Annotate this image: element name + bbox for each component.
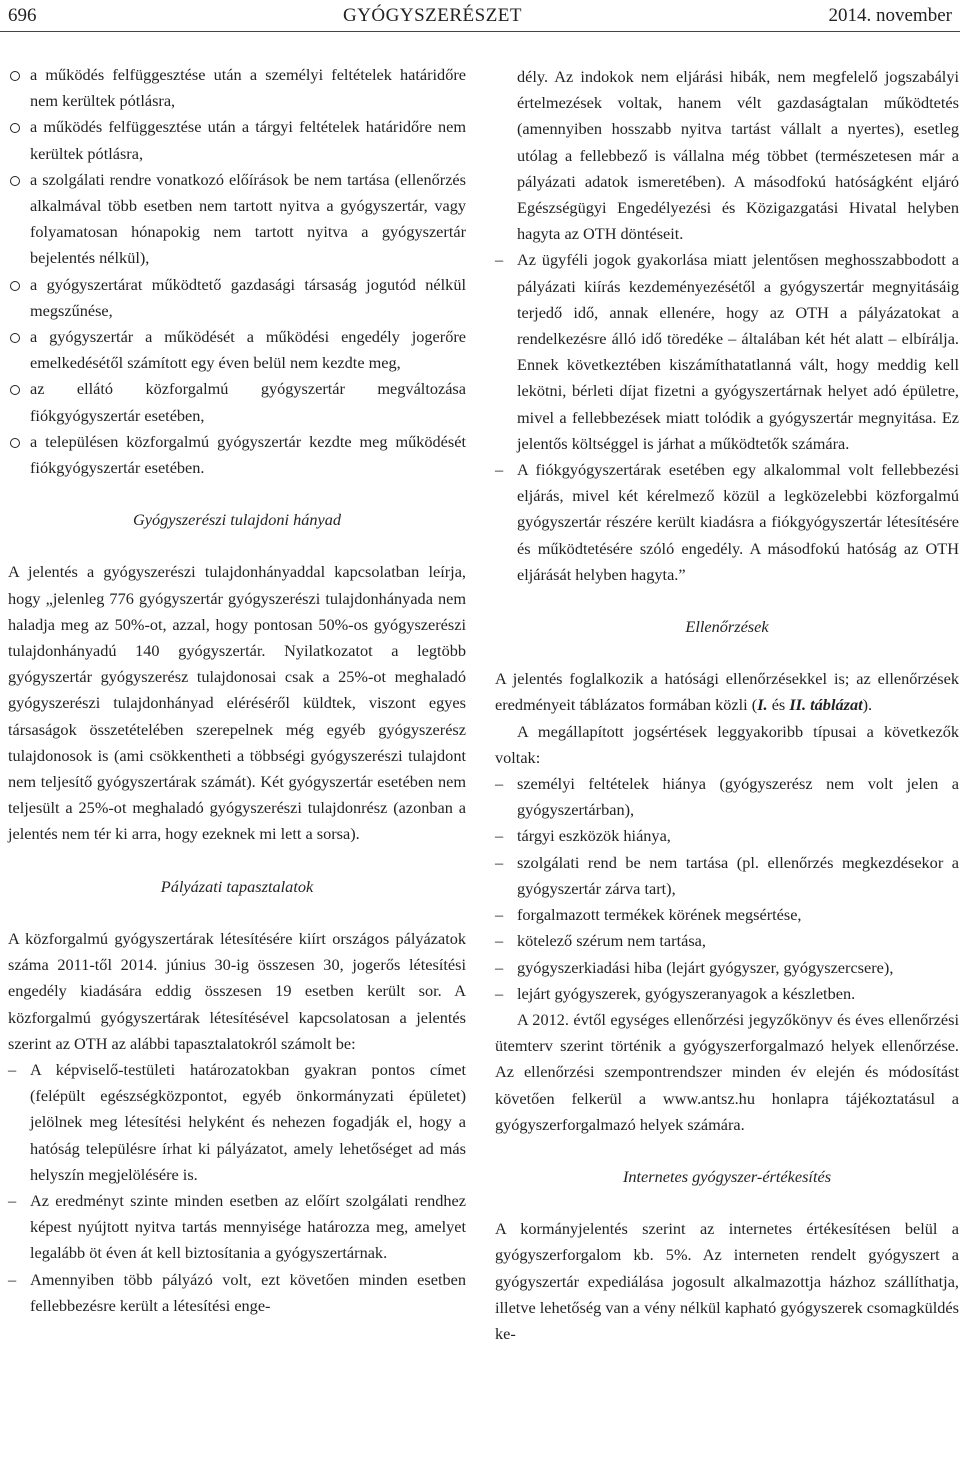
list-item: az ellátó közforgalmú gyógyszertár megváltozása fiókgyógyszertár esetében,: [30, 379, 466, 425]
list-item: kötelező szérum nem tartása,: [517, 931, 706, 951]
list-item: A képviselő-testületi határozatokban gyakran pontos címet (felépült egészségközpontot, egyéb önkormányzati épületet) jelölnek meg létesítési helyként és nehezen fogadják el, hogy a hatóság településre írhat ki pályázatot, amely lehetőséget ad más helyszín megjelölésére is.: [30, 1059, 466, 1184]
list-item: a működés felfüggesztése után a tárgyi feltételek határidőre nem kerültek pótlásra,: [30, 117, 466, 163]
page-number: 696: [8, 5, 37, 26]
section-heading-tenders: Pályázati tapasztalatok: [160, 876, 314, 896]
tenders-paragraph: A közforgalmú gyógyszertárak létesítésére kiírt országos pályázatok száma 2011-től 2014. június 30-ig összesen 30, jogerős létesítési engedély kiadására eddig összesen 19 esetben került sor. A közforgalmú gyógyszertárak létesítésével kapcsolatosan a jelentés szerint az OTH az alábbi tapasztalatokról számolt be:: [8, 928, 466, 1053]
list-item: a gyógyszertárat működtető gazdasági társaság jogutód nélkül megszűnése,: [30, 274, 466, 320]
list-item: a szolgálati rendre vonatkozó előírások be nem tartása (ellenőrzés alkalmával több esetben nem tartott nyitva a gyógyszertár, vagy folyamatosan hónapokig nem tartott nyitva a gyógyszertár bejelentés nélkül),: [30, 169, 466, 268]
ownership-paragraph: A jelentés a gyógyszerészi tulajdonhányaddal kapcsolatban leírja, hogy „jelenleg 776 gyógyszertár gyógyszerészi tulajdonhányada nem haladja meg az 50%-ot, azzal, hogy pontosan 50%-os gyógyszerészi tulajdonhányadú 140 gyógyszertár. Nyilatkozatot a legtöbb gyógyszertár gyógyszerész tulajdonosai csak a 25%-ot meghaladó gyógyszerészi tulajdonhányad eléréséről küldtek, viszont egyes társaságok összetételében szerepelnek még egyéb gyógyszerész tulajdonosok is (ami csökkentheti a többségi gyógyszerészi tulajdont nem teljesítő gyógyszertárak számát). Két gyógyszertár esetében nem teljesült a 25%-ot meghaladó gyógyszerészi tulajdonrész (azonban a jelentés nem tér ki arra, hogy ezeknek mi lett a sorsa).: [8, 562, 466, 844]
inspection-protocol-paragraph: A 2012. évtől egységes ellenőrzési jegyzőkönyv és éves ellenőrzési ütemterv szerint történik a gyógyszerforgalmazó helyek ellenőrzése. Az ellenőrzési szempontrendszer minden év elején és módosítást követően felkerül a www.antsz.hu honlapra tájékoztatásul a gyógyszerforgalmazó helyek számára.: [495, 1009, 959, 1134]
revocation-reasons-list: [8, 62, 466, 481]
list-item: tárgyi eszközök hiánya,: [517, 826, 671, 846]
list-item: A fiókgyógyszertárak esetében egy alkalommal volt fellebbezési eljárás, mivel két kérelmező közül a legközelebbi közforgalmú gyógyszertár részére került kiadásra a fiókgyógyszertár létesítésére és működtetésére szóló engedély. A másodfokú hatóság az OTH eljárását helyben hagyta.”: [517, 460, 959, 584]
list-item: Amennyiben több pályázó volt, ezt követően minden esetben fellebbezésre került a létesítési enge-: [30, 1269, 466, 1315]
violations-intro: A megállapított jogsértések leggyakoribb típusai a következők voltak:: [495, 721, 959, 767]
running-header: [8, 4, 952, 28]
right-column: [495, 64, 959, 1347]
list-item: a működés felfüggesztése után a személyi feltételek határidőre nem kerültek pótlásra,: [30, 65, 466, 111]
section-heading-ownership: Gyógyszerészi tulajdoni hányad: [132, 510, 341, 530]
tender-experiences-list: [8, 1057, 466, 1319]
list-item: Az ügyféli jogok gyakorlása miatt jelentősen meghosszabbodott a pályázati kiírás kezdeményezésétől a gyógyszertár megnyitásáig terjedő idő, annak ellenére, hogy az OTH a pályázatokat a rendelkezésre álló idő töredéke – általában két hét alatt – elbírálja. Ennek következtében kiszámíthatatlanná vált, hogy meddig kell lekötni, bérleti díjat fizetni a gyógyszertárnak helyet adó épületre, mivel a fellebbezések miatt tolódik a gyógyszertár megnyitása. Ez jelentős költséggel is járhat a működtetők számára.: [517, 250, 959, 453]
list-item: szolgálati rend be nem tartása (pl. ellenőrzés megkezdésekor a gyógyszertár zárva tart),: [517, 852, 959, 898]
list-item: forgalmazott termékek körének megsértése,: [517, 905, 802, 925]
issue-date: 2014. november: [828, 5, 952, 26]
continuation-paragraph: dély. Az indokok nem eljárási hibák, nem megfelelő jogszabályi értelmezések voltak, hanem vélt gazdaságtalan működtetés (amennyiben hosszabb nyitva tartást vállalt a nyertes), esetleg utólag a fellebbező is vállalna még többet (természetesen már a pályázati adatok ismeretében). A másodfokú hatóságként eljáró Egészségügyi Engedélyezési és Közigazgatási Hivatal helyben hagyta az OTH döntéseit.: [517, 67, 959, 244]
inspections-paragraph: A jelentés foglalkozik a hatósági ellenőrzésekkel is; az ellenőrzések eredményeit táblázatos formában közli (I. és II. táblázat).: [495, 669, 959, 715]
section-heading-inspections: Ellenőrzések: [685, 617, 769, 637]
section-heading-internet-sales: Internetes gyógyszer-értékesítés: [622, 1166, 832, 1186]
violations-list: [495, 771, 959, 1007]
internet-sales-paragraph: A kormányjelentés szerint az internetes értékesítésen belül a gyógyszerforgalom kb. 5%. Az interneten rendelt gyógyszert a gyógyszertár expediálása jogosult alkalmazottja házhoz szállíthatja, illetve lehetőség van a vény nélkül kapható gyógyszerek csomagküldés ke-: [495, 1219, 959, 1343]
list-item: Az eredményt szinte minden esetben az előírt szolgálati rendhez képest nyújtott nyitva tartás mennyisége határozza meg, amelyet legalább öt éven át kell biztosítania a gyógyszertárnak.: [30, 1190, 466, 1263]
left-column: [8, 62, 466, 1319]
journal-title: GYÓGYSZERÉSZET: [342, 5, 523, 26]
list-item: személyi feltételek hiánya (gyógyszerész nem volt jelen a gyógyszertárban),: [517, 774, 959, 820]
list-item: a településen közforgalmú gyógyszertár kezdte meg működését fiókgyógyszertár esetében.: [30, 431, 466, 478]
list-item: gyógyszerkiadási hiba (lejárt gyógyszer, gyógyszercsere),: [517, 957, 894, 977]
header-rule: [0, 31, 960, 32]
list-item: lejárt gyógyszerek, gyógyszeranyagok a készletben.: [517, 983, 856, 1003]
appeal-issues-list: [495, 247, 959, 588]
list-item: a gyógyszertár a működését a működési engedély jogerőre emelkedésétől számított egy éven belül nem kezdte meg,: [30, 327, 466, 373]
